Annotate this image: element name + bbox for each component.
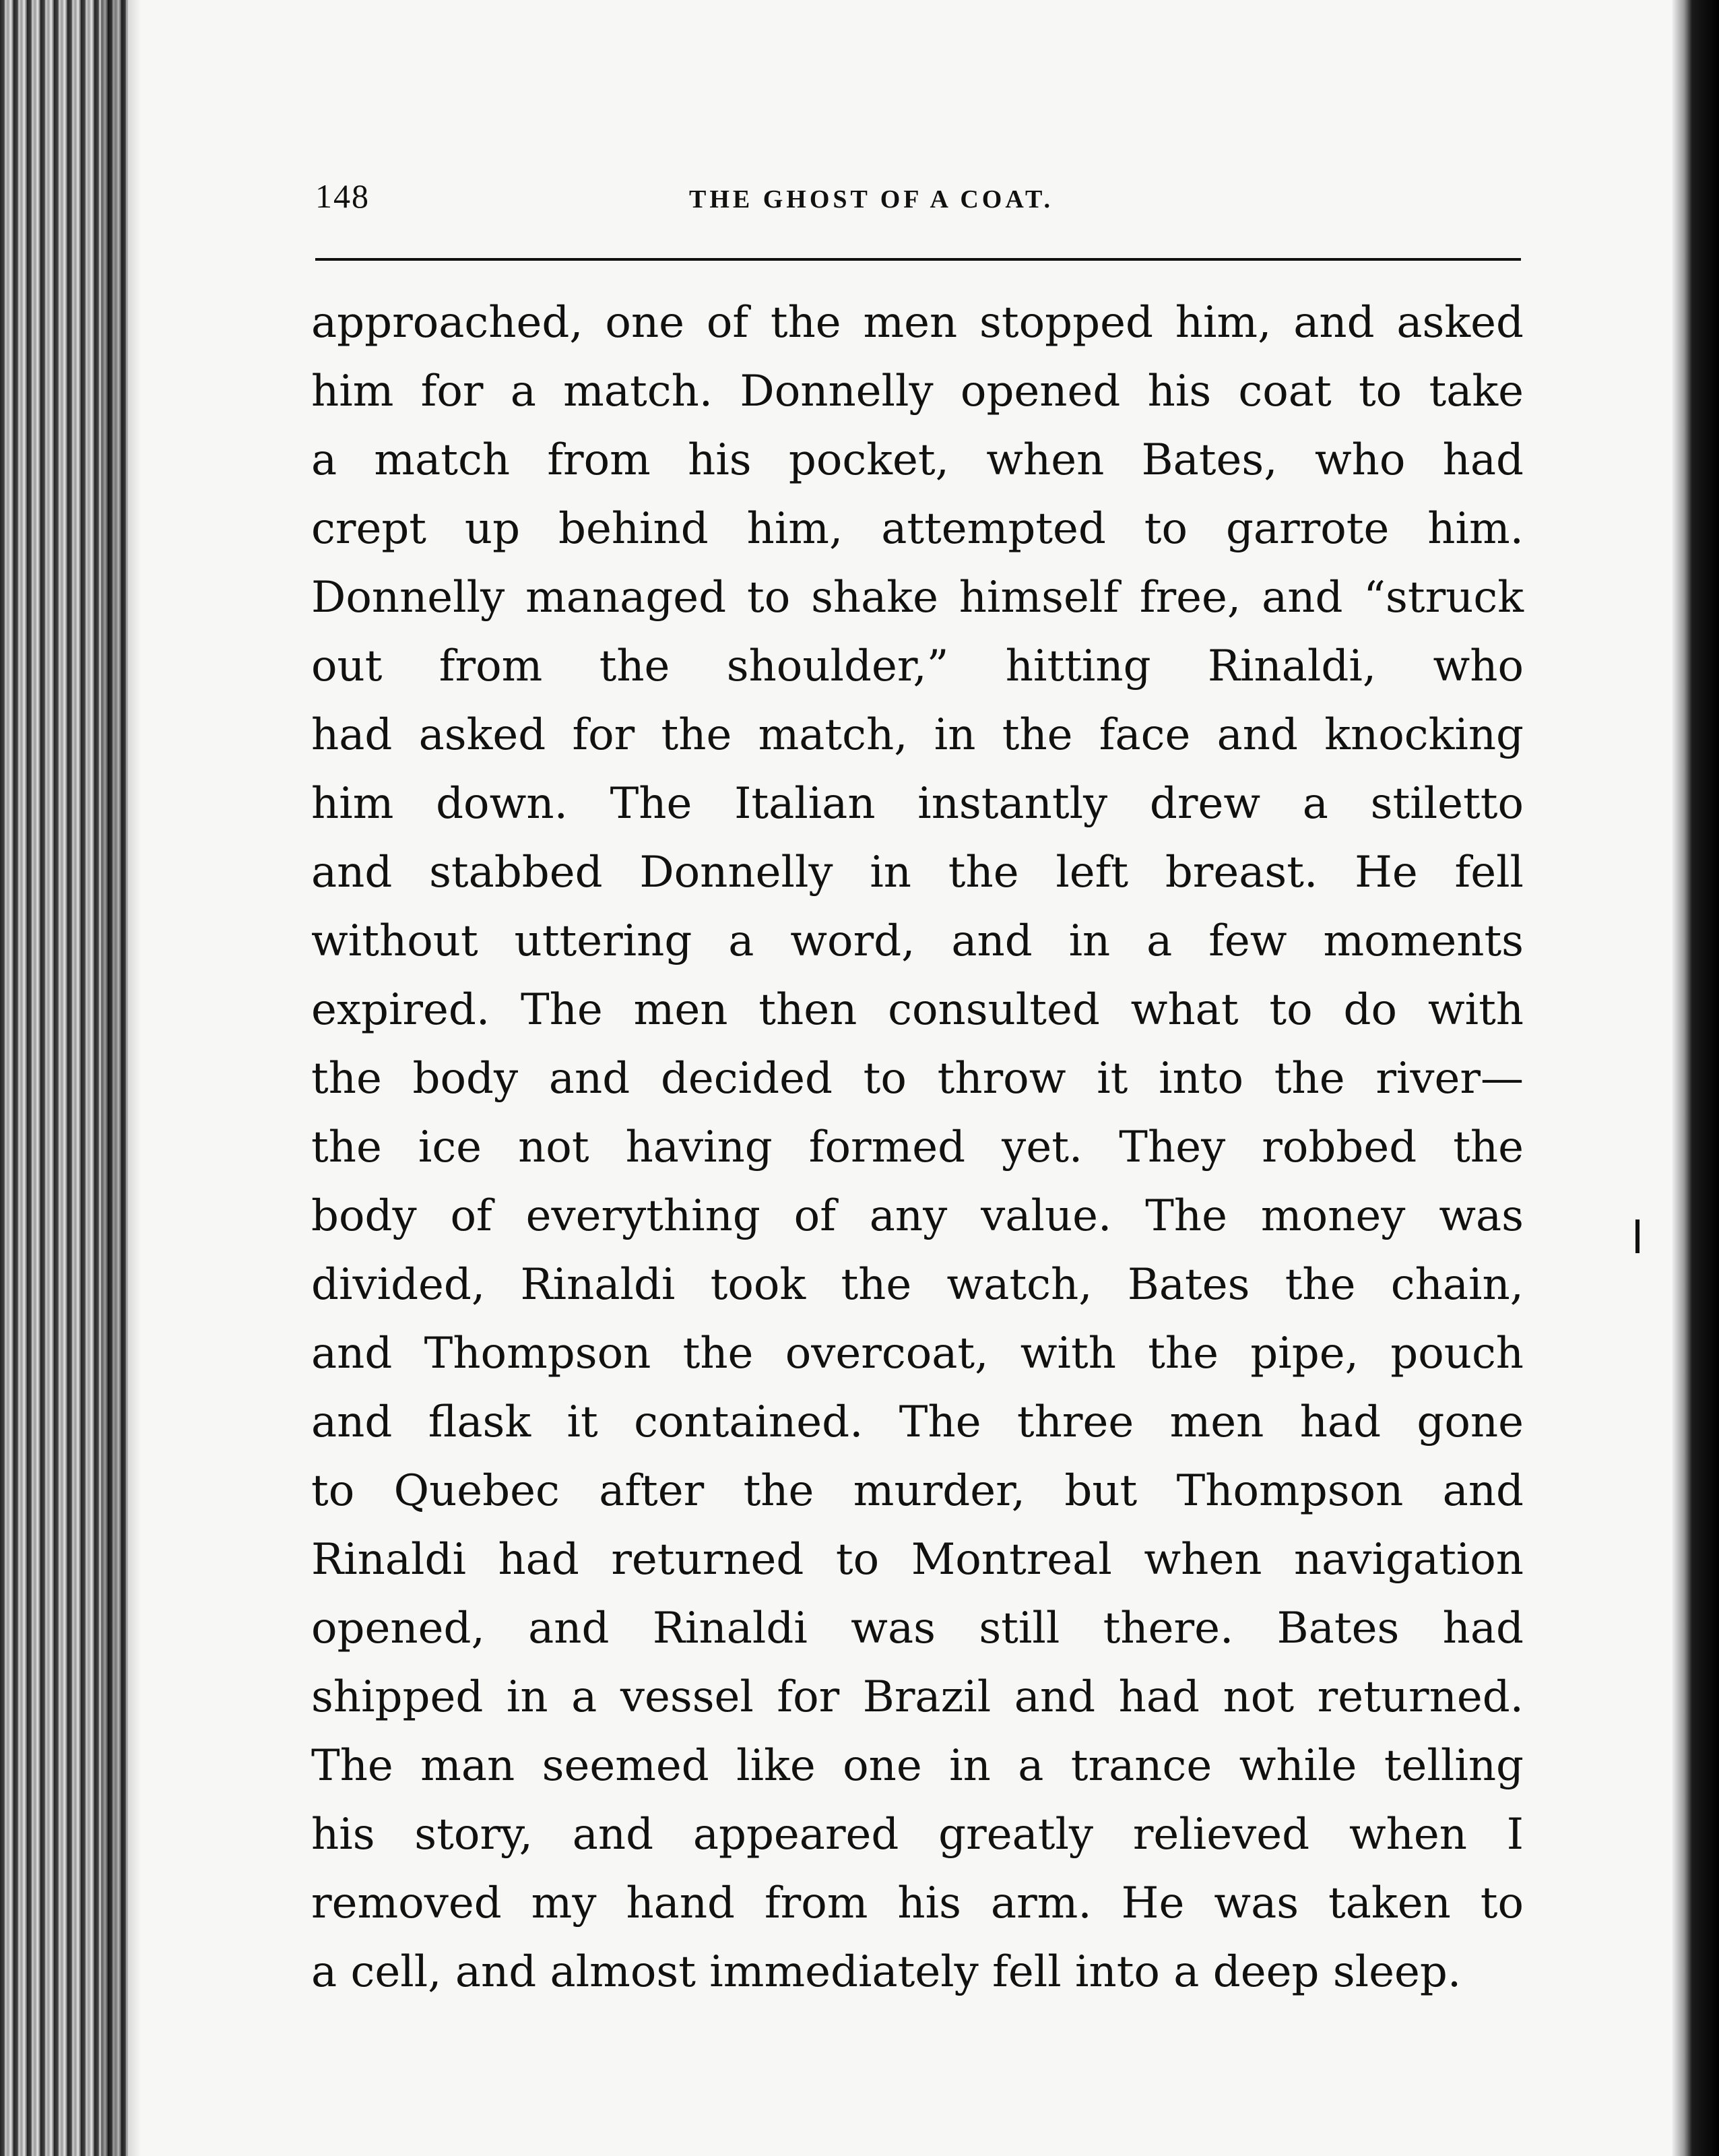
text-line: Donnelly managed to shake himself free, and “struck bbox=[311, 573, 1524, 623]
running-title: THE GHOST OF A COAT. bbox=[689, 185, 1053, 214]
body-text bbox=[311, 288, 1524, 2006]
text-line: removed my hand from his arm. He was taken to bbox=[311, 1878, 1524, 1928]
text-line: a cell, and almost immediately fell into a deep sleep. bbox=[311, 1947, 1462, 1997]
margin-mark bbox=[1635, 1219, 1640, 1253]
text-line: Rinaldi had returned to Montreal when navigation bbox=[311, 1535, 1524, 1585]
text-line: out from the shoulder,” hitting Rinaldi, who bbox=[311, 641, 1524, 691]
gutter-shadow bbox=[101, 0, 141, 2156]
page-header bbox=[315, 177, 1521, 230]
text-line: the body and decided to throw it into the river— bbox=[311, 1054, 1524, 1104]
text-line: a match from his pocket, when Bates, who had bbox=[311, 435, 1524, 485]
text-line: and flask it contained. The three men had gone bbox=[311, 1397, 1524, 1447]
text-line: and stabbed Donnelly in the left breast. He fell bbox=[311, 848, 1524, 897]
text-line: and Thompson the overcoat, with the pipe, pouch bbox=[311, 1329, 1524, 1378]
text-line: had asked for the match, in the face and knocking bbox=[311, 710, 1524, 760]
text-line: him down. The Italian instantly drew a stiletto bbox=[311, 779, 1524, 829]
header-rule bbox=[315, 258, 1521, 261]
text-line: without uttering a word, and in a few moments bbox=[311, 916, 1524, 966]
text-line: his story, and appeared greatly relieved when I bbox=[311, 1810, 1524, 1860]
text-line: the ice not having formed yet. They robbed the bbox=[311, 1122, 1524, 1172]
right-scan-margin bbox=[1672, 0, 1719, 2156]
page-number: 148 bbox=[315, 177, 370, 215]
text-line: divided, Rinaldi took the watch, Bates the chain, bbox=[311, 1260, 1524, 1310]
text-line: him for a match. Donnelly opened his coat to take bbox=[311, 367, 1524, 416]
text-line: body of everything of any value. The money was bbox=[311, 1191, 1524, 1241]
text-line: crept up behind him, attempted to garrote him. bbox=[311, 504, 1524, 554]
text-line: expired. The men then consulted what to do with bbox=[311, 985, 1524, 1035]
text-line: shipped in a vessel for Brazil and had not returned. bbox=[311, 1672, 1524, 1722]
text-line: The man seemed like one in a trance while telling bbox=[311, 1741, 1524, 1791]
text-line: approached, one of the men stopped him, and asked bbox=[311, 298, 1524, 348]
text-line: opened, and Rinaldi was still there. Bates had bbox=[311, 1604, 1524, 1653]
text-line: to Quebec after the murder, but Thompson and bbox=[311, 1466, 1524, 1516]
